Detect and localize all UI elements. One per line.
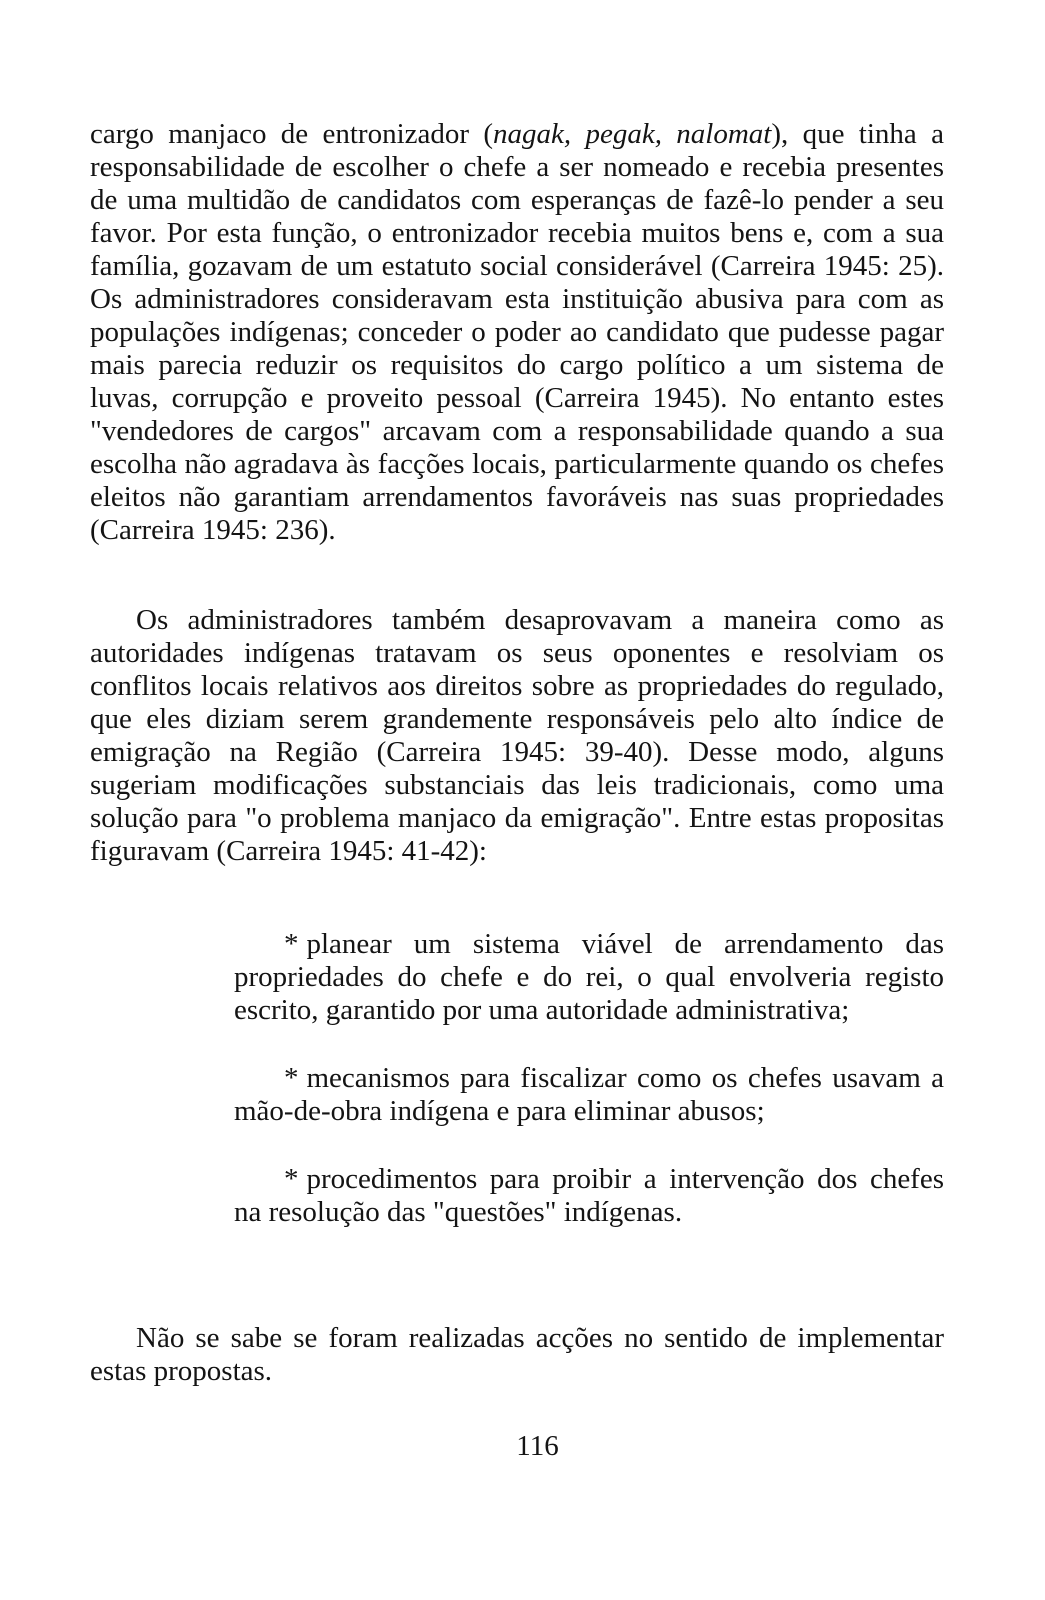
- list-item: [234, 1163, 944, 1229]
- asterisk-marker: *: [284, 928, 299, 960]
- list-item-text: mecanismos para fiscalizar como os chefes usavam a mão-de-obra indígena e para eliminar abusos;: [234, 1062, 944, 1127]
- list-item: [234, 1062, 944, 1128]
- list-item-text: procedimentos para proibir a intervenção dos chefes na resolução das "questões" indígenas.: [234, 1163, 944, 1228]
- page-number: 116: [516, 1430, 559, 1462]
- list-item-text: planear um sistema viável de arrendamento das propriedades do chefe e do rei, o qual envolveria registo escrito, garantido por uma autoridade administrativa;: [234, 928, 944, 1026]
- paragraph-3: Não se sabe se foram realizadas acções no sentido de implementar estas propostas.: [90, 1322, 944, 1387]
- paragraph-1: [90, 118, 944, 547]
- proposal-list: [234, 928, 944, 1264]
- paragraph-1-italic-terms: nagak, pegak, nalomat: [493, 118, 772, 150]
- asterisk-marker: *: [284, 1062, 299, 1094]
- paragraph-1-start: cargo manjaco de entronizador (: [90, 118, 494, 150]
- asterisk-marker: *: [284, 1163, 299, 1195]
- paragraph-2: Os administradores também desaprovavam a maneira como as autoridades indígenas tratavam os seus oponentes e resolviam os conflitos locais relativos aos direitos sobre as propriedades do regulado, que eles diziam serem grandemente responsáveis pelo alto índice de emigração na Região (Carreira 1945: 39-40). Desse modo, alguns sugeriam modificações substanciais das leis tradicionais, como uma solução para "o problema manjaco da emigração". Entre estas propositas figuravam (Carreira 1945: 41-42):: [90, 604, 944, 867]
- list-item: [234, 928, 944, 1027]
- paragraph-1-rest: ), que tinha a responsabilidade de escolher o chefe a ser nomeado e recebia presentes de uma multidão de candidatos com esperanças de fazê-lo pender a seu favor. Por esta função, o entronizador recebia muitos bens e, com a sua família, gozavam de um estatuto social considerável (Carreira 1945: 25). Os administradores consideravam esta instituição abusiva para com as populações indígenas; conceder o poder ao candidato que pudesse pagar mais parecia reduzir os requisitos do cargo político a um sistema de luvas, corrupção e proveito pessoal (Carreira 1945). No entanto estes "vendedores de cargos" arcavam com a responsabilidade quando a sua escolha não agradava às facções locais, particularmente quando os chefes eleitos não garantiam arrendamentos favoráveis nas suas propriedades (Carreira 1945: 236).: [90, 118, 944, 546]
